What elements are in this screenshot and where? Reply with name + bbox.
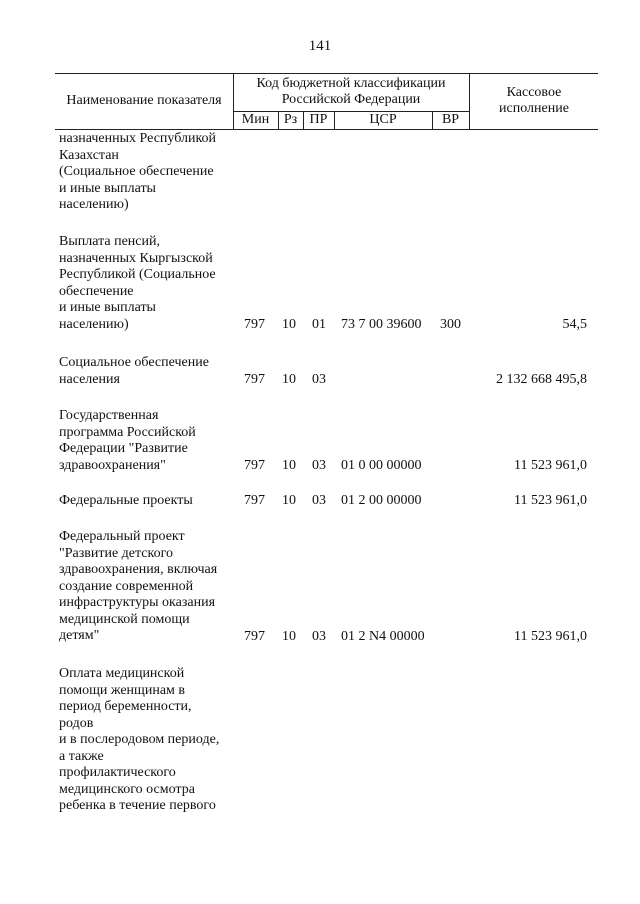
row-rz: 10 xyxy=(282,317,296,332)
row-name: Социальное обеспечение населения xyxy=(59,355,209,387)
row-min: 797 xyxy=(244,372,265,387)
header-col-rz: Рз xyxy=(283,112,298,127)
row-min: 797 xyxy=(244,317,265,332)
header-divider-vr xyxy=(469,73,470,129)
page-number: 141 xyxy=(308,38,332,54)
row-pr: 03 xyxy=(312,629,326,644)
row-rz: 10 xyxy=(282,629,296,644)
header-execution: Кассовое исполнение xyxy=(499,85,569,116)
row-min: 797 xyxy=(244,458,265,473)
row-amount: 2 132 668 495,8 xyxy=(496,372,587,387)
row-name: Выплата пенсий, назначенных Кыргызской Республикой (Социальное обеспечение и иные выплаты населению) xyxy=(59,234,216,332)
row-amount: 11 523 961,0 xyxy=(514,493,587,508)
row-rz: 10 xyxy=(282,493,296,508)
row-pr: 03 xyxy=(312,493,326,508)
header-col-pr: ПР xyxy=(309,112,328,127)
row-csr: 01 2 00 00000 xyxy=(341,493,422,508)
row-csr: 01 0 00 00000 xyxy=(341,458,422,473)
row-name: назначенных Республикой Казахстан (Социальное обеспечение и иные выплаты населению) xyxy=(59,131,217,212)
header-code-group: Код бюджетной классификации Российской Федерации xyxy=(256,76,446,107)
row-name: Федеральный проект "Развитие детского здравоохранения, включая создание современной инфраструктуры оказания медицинской помощи детям" xyxy=(59,529,218,643)
row-min: 797 xyxy=(244,493,265,508)
row-pr: 01 xyxy=(312,317,326,332)
header-col-vr: ВР xyxy=(441,112,460,127)
row-amount: 54,5 xyxy=(562,317,587,332)
row-name: Оплата медицинской помощи женщинам в период беременности, родов и в послеродовом периоде, а также профилактического медицинского осмотра ребенка в течение первого xyxy=(59,666,220,813)
row-rz: 10 xyxy=(282,372,296,387)
row-amount: 11 523 961,0 xyxy=(514,629,587,644)
row-name: Государственная программа Российской Федерации "Развитие здравоохранения" xyxy=(59,408,196,473)
row-amount: 11 523 961,0 xyxy=(514,458,587,473)
header-top-border xyxy=(55,73,598,74)
header-col-min: Мин xyxy=(241,112,270,127)
row-csr: 73 7 00 39600 xyxy=(341,317,422,332)
row-min: 797 xyxy=(244,629,265,644)
table-header xyxy=(55,73,598,130)
header-bottom-border xyxy=(55,129,598,130)
row-vr: 300 xyxy=(440,317,461,332)
row-name: Федеральные проекты xyxy=(59,493,193,508)
header-col-csr: ЦСР xyxy=(369,112,397,127)
row-rz: 10 xyxy=(282,458,296,473)
row-pr: 03 xyxy=(312,458,326,473)
row-csr: 01 2 N4 00000 xyxy=(341,629,425,644)
row-pr: 03 xyxy=(312,372,326,387)
header-indicator-name: Наименование показателя xyxy=(66,93,222,108)
